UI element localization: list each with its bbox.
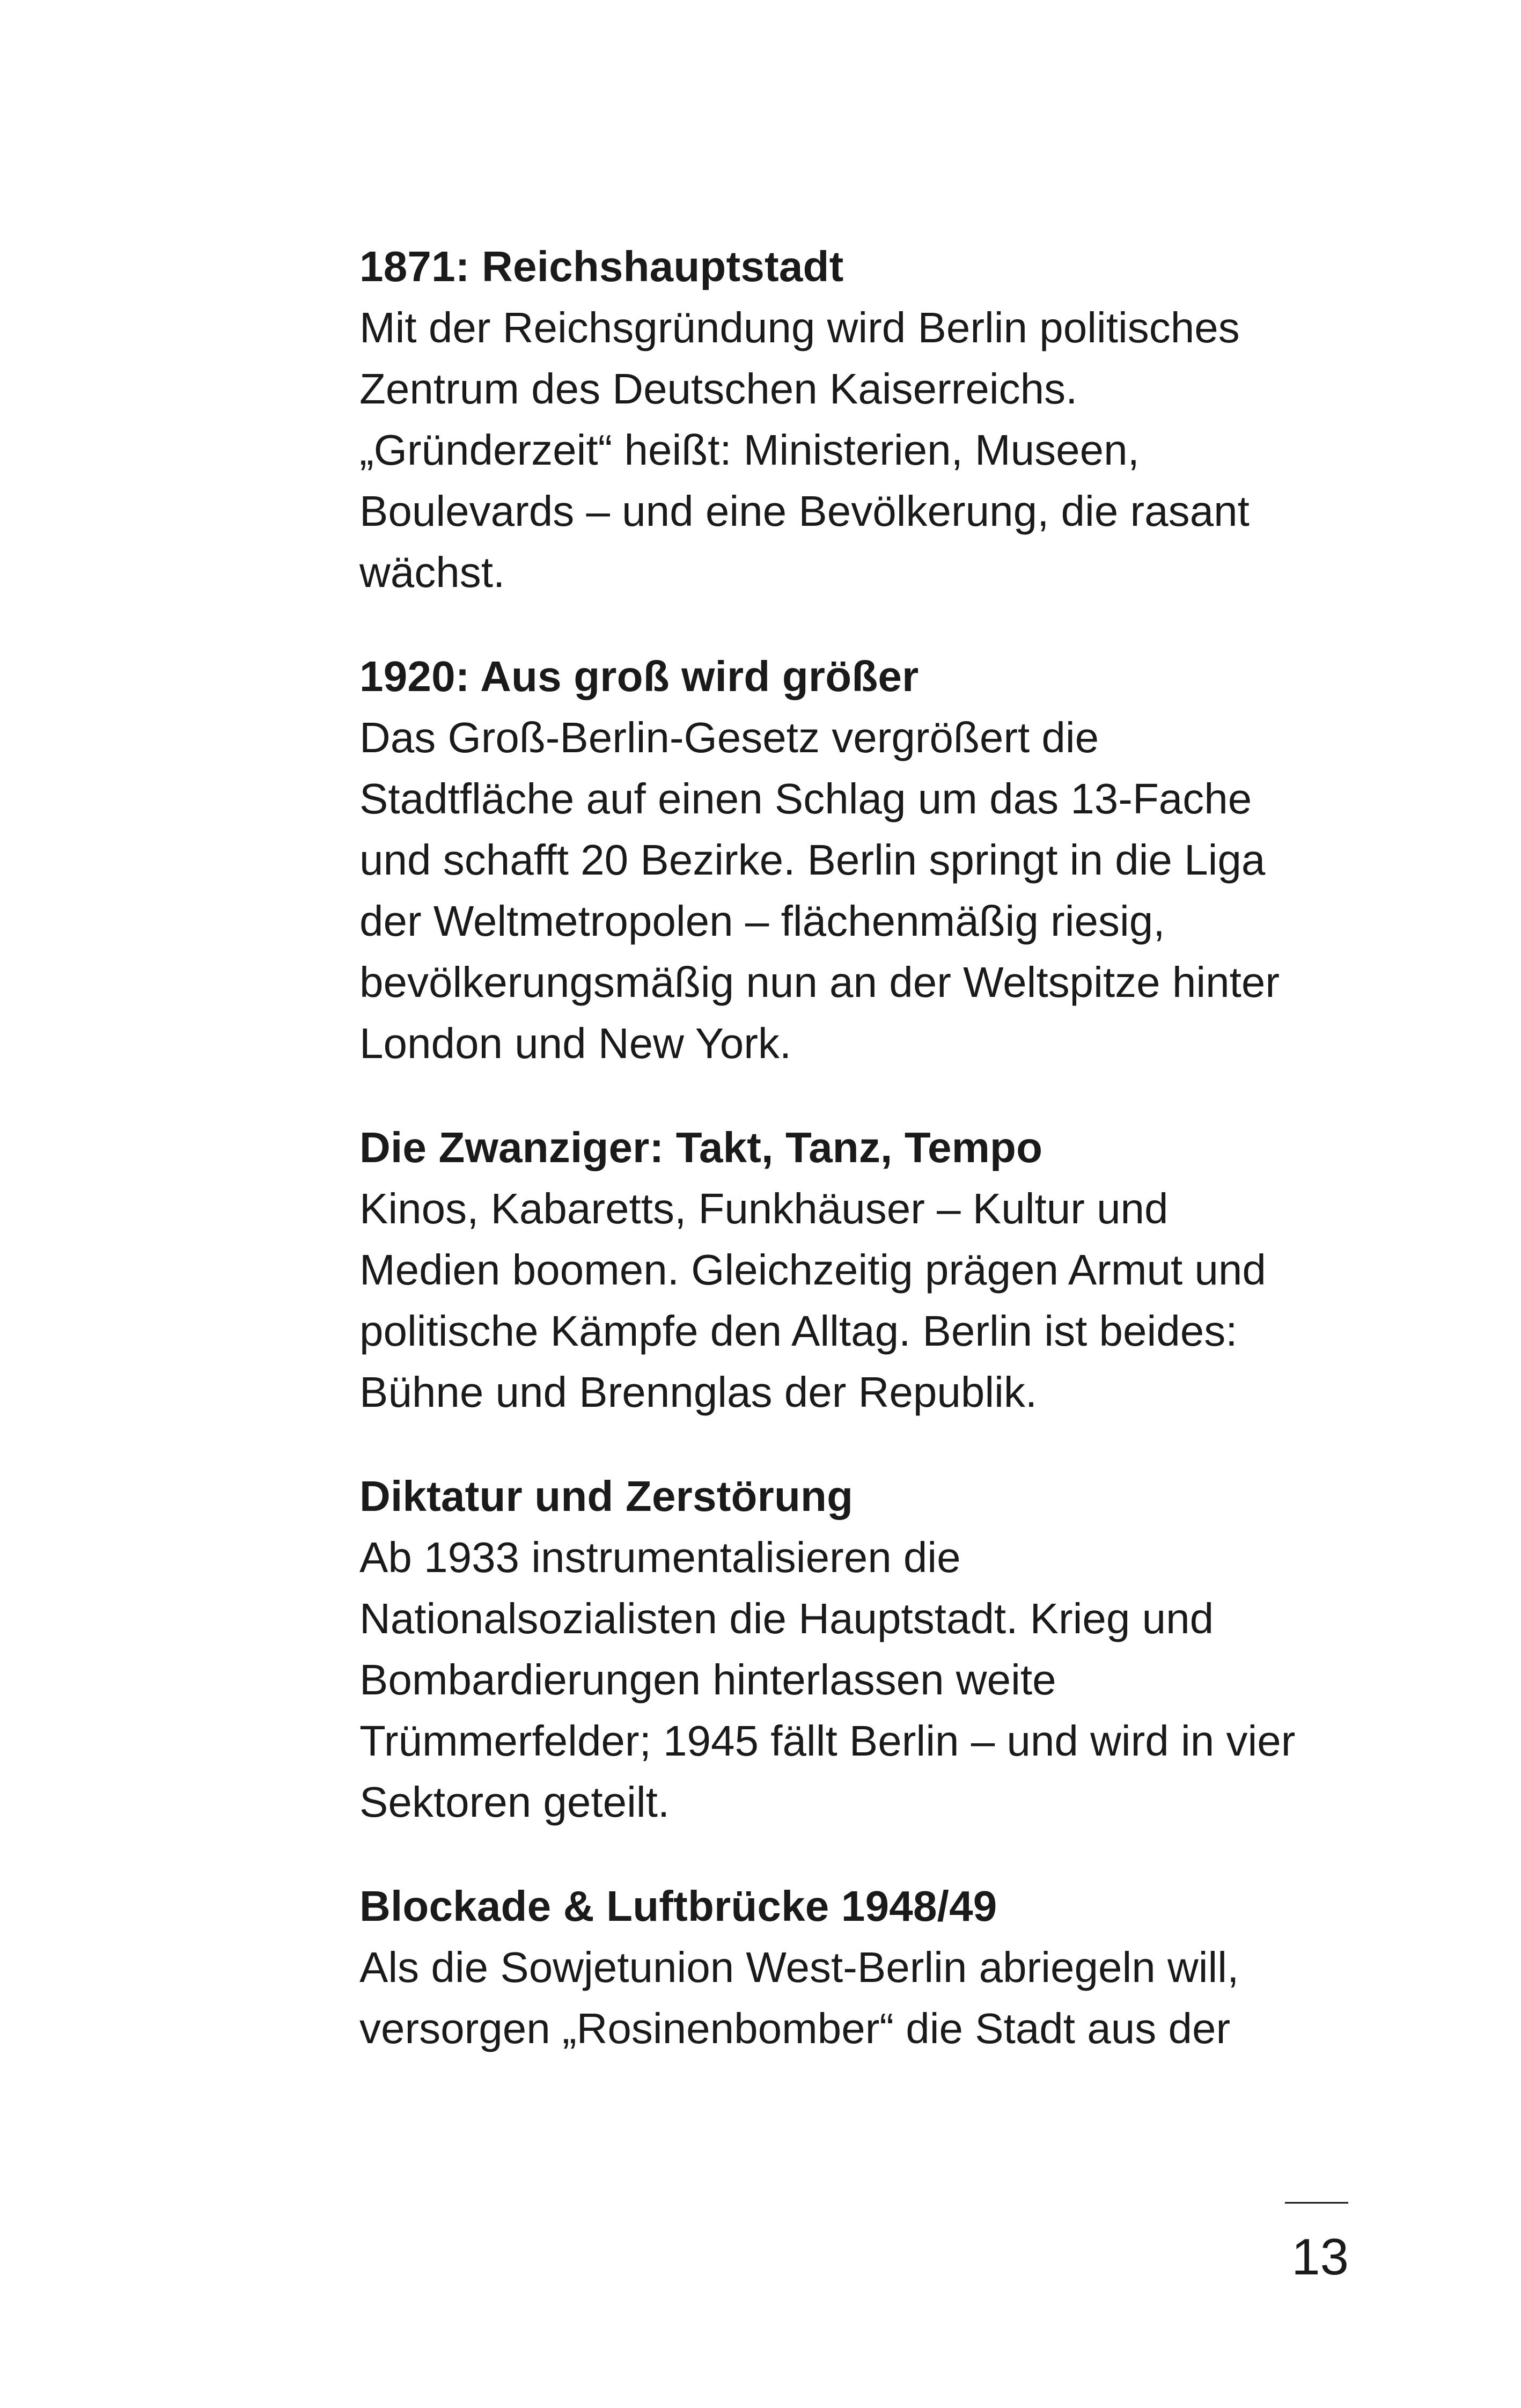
page-number: 13 — [1291, 2228, 1349, 2286]
section-body: Als die Sowjetunion West-Berlin abriegeln will, versorgen „Rosinenbomber“ die Stadt aus der — [359, 1943, 1239, 2052]
section-zwanziger — [359, 1117, 1336, 1423]
section-body: Ab 1933 instrumentalisieren die Nationalsozialisten die Hauptstadt. Krieg und Bombardierungen hinterlassen weite Trümmerfelder; 1945 fällt Berlin – und wird in vier Sektoren geteilt. — [359, 1533, 1296, 1826]
section-body: Kinos, Kabaretts, Funkhäuser – Kultur und Medien boomen. Gleichzeitig prägen Armut und politische Kämpfe den Alltag. Berlin ist beides: Bühne und Brennglas der Republik. — [359, 1185, 1266, 1416]
section-heading: Blockade & Luftbrücke 1948/49 — [359, 1882, 997, 1930]
section-diktatur — [359, 1466, 1336, 1833]
section-heading: 1871: Reichshauptstadt — [359, 243, 844, 290]
section-heading: Die Zwanziger: Takt, Tanz, Tempo — [359, 1124, 1043, 1171]
section-body: Mit der Reichsgründung wird Berlin politisches Zentrum des Deutschen Kaiserreichs. „Gründerzeit“ heißt: Ministerien, Museen, Boulevards – und eine Bevölkerung, die rasant wächst. — [359, 304, 1250, 596]
section-blockade — [359, 1876, 1336, 2059]
section-heading: 1920: Aus groß wird größer — [359, 652, 919, 700]
page-content — [359, 236, 1336, 2102]
section-body: Das Groß-Berlin-Gesetz vergrößert die Stadtfläche auf einen Schlag um das 13-Fache und schafft 20 Bezirke. Berlin springt in die Liga der Weltmetropolen – flächenmäßig riesig, bevölkerungsmäßig nun an der Weltspitze hinter London und New York. — [359, 714, 1280, 1067]
section-1871 — [359, 236, 1336, 603]
section-heading: Diktatur und Zerstörung — [359, 1472, 854, 1520]
section-1920 — [359, 646, 1336, 1074]
footer-rule — [1285, 2202, 1348, 2204]
